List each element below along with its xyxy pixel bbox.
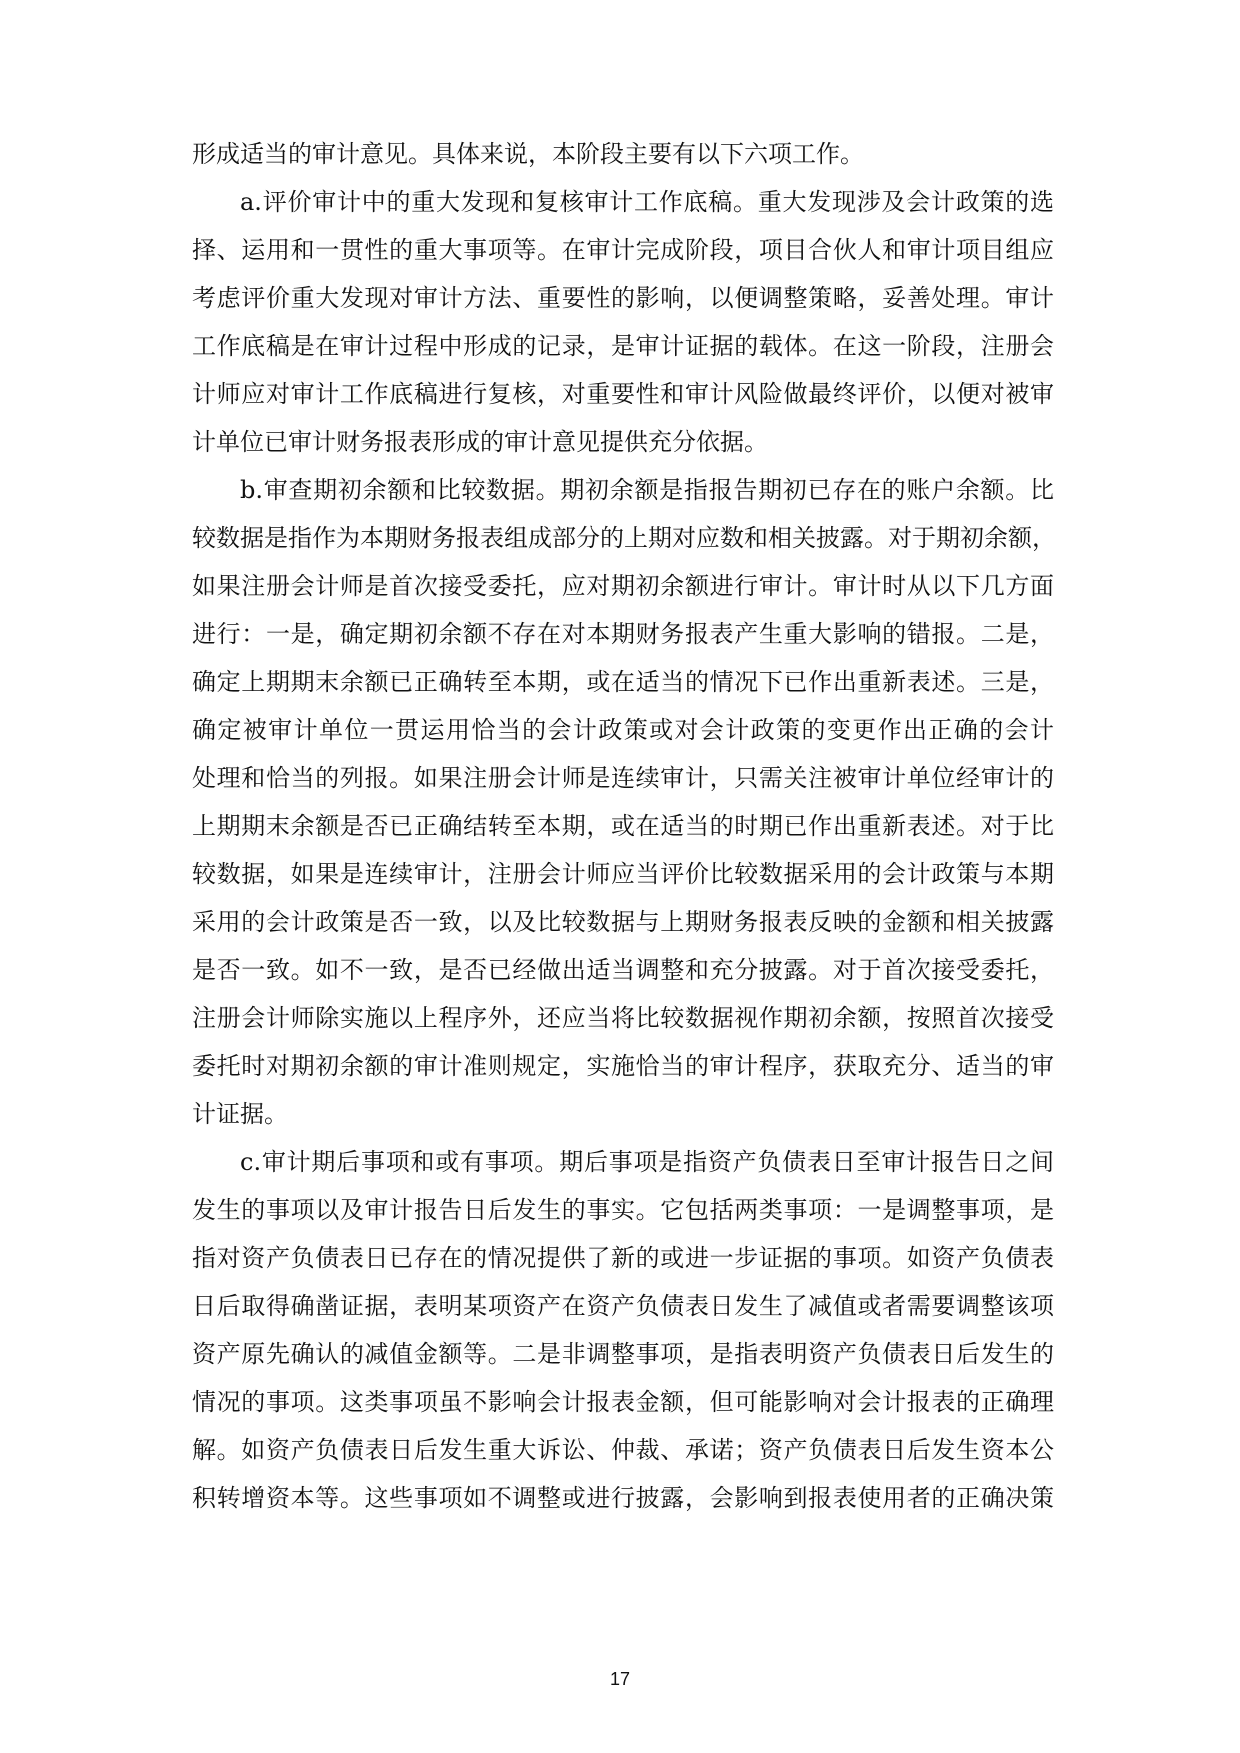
body-text-line: 委托时对期初余额的审计准则规定，实施恰当的审计程序，获取充分、适当的审 <box>192 1052 1054 1080</box>
body-text-line: 指对资产负债表日已存在的情况提供了新的或进一步证据的事项。如资产负债表 <box>192 1244 1054 1272</box>
body-text-line: 发生的事项以及审计报告日后发生的事实。它包括两类事项：一是调整事项，是 <box>192 1196 1054 1224</box>
body-text-line: 日后取得确凿证据，表明某项资产在资产负债表日发生了减值或者需要调整该项 <box>192 1292 1054 1320</box>
body-text-line: 处理和恰当的列报。如果注册会计师是连续审计，只需关注被审计单位经审计的 <box>192 764 1054 792</box>
item-a-heading-line: a.评价审计中的重大发现和复核审计工作底稿。重大发现涉及会计政策的选 <box>240 188 1054 216</box>
item-b-heading-line: b.审查期初余额和比较数据。期初余额是指报告期初已存在的账户余额。比 <box>240 476 1054 504</box>
body-text-line: 确定上期期末余额已正确转至本期，或在适当的情况下已作出重新表述。三是， <box>192 668 1054 696</box>
body-text-line: 形成适当的审计意见。具体来说，本阶段主要有以下六项工作。 <box>192 140 864 168</box>
body-text-line: 资产原先确认的减值金额等。二是非调整事项，是指表明资产负债表日后发生的 <box>192 1340 1054 1368</box>
body-text-line: 较数据是指作为本期财务报表组成部分的上期对应数和相关披露。对于期初余额， <box>192 524 1056 552</box>
body-text-line: 工作底稿是在审计过程中形成的记录，是审计证据的载体。在这一阶段，注册会 <box>192 332 1054 360</box>
body-text-line: 采用的会计政策是否一致，以及比较数据与上期财务报表反映的金额和相关披露 <box>192 908 1054 936</box>
page-number: 17 <box>609 1669 631 1689</box>
body-text-line: 积转增资本等。这些事项如不调整或进行披露，会影响到报表使用者的正确决策 <box>192 1484 1054 1512</box>
body-text-line: 上期期末余额是否已正确结转至本期，或在适当的时期已作出重新表述。对于比 <box>192 812 1054 840</box>
body-text-line: 注册会计师除实施以上程序外，还应当将比较数据视作期初余额，按照首次接受 <box>192 1004 1054 1032</box>
body-text-line: 确定被审计单位一贯运用恰当的会计政策或对会计政策的变更作出正确的会计 <box>192 716 1054 744</box>
body-text-line: 情况的事项。这类事项虽不影响会计报表金额，但可能影响对会计报表的正确理 <box>192 1388 1054 1416</box>
body-text-line: 进行：一是，确定期初余额不存在对本期财务报表产生重大影响的错报。二是， <box>192 620 1054 648</box>
body-text-line: 计单位已审计财务报表形成的审计意见提供充分依据。 <box>192 428 768 456</box>
body-text-line: 择、运用和一贯性的重大事项等。在审计完成阶段，项目合伙人和审计项目组应 <box>192 236 1054 264</box>
body-text-line: 较数据，如果是连续审计，注册会计师应当评价比较数据采用的会计政策与本期 <box>192 860 1054 888</box>
body-text-line: 是否一致。如不一致，是否已经做出适当调整和充分披露。对于首次接受委托， <box>192 956 1054 984</box>
body-text-line: 计师应对审计工作底稿进行复核，对重要性和审计风险做最终评价，以便对被审 <box>192 380 1054 408</box>
body-text-line: 如果注册会计师是首次接受委托，应对期初余额进行审计。审计时从以下几方面 <box>192 572 1054 600</box>
body-text-line: 计证据。 <box>192 1100 288 1128</box>
item-c-heading-line: c.审计期后事项和或有事项。期后事项是指资产负债表日至审计报告日之间 <box>240 1148 1054 1176</box>
body-text-line: 解。如资产负债表日后发生重大诉讼、仲裁、承诺；资产负债表日后发生资本公 <box>192 1436 1054 1464</box>
body-text-line: 考虑评价重大发现对审计方法、重要性的影响，以便调整策略，妥善处理。审计 <box>192 284 1054 312</box>
